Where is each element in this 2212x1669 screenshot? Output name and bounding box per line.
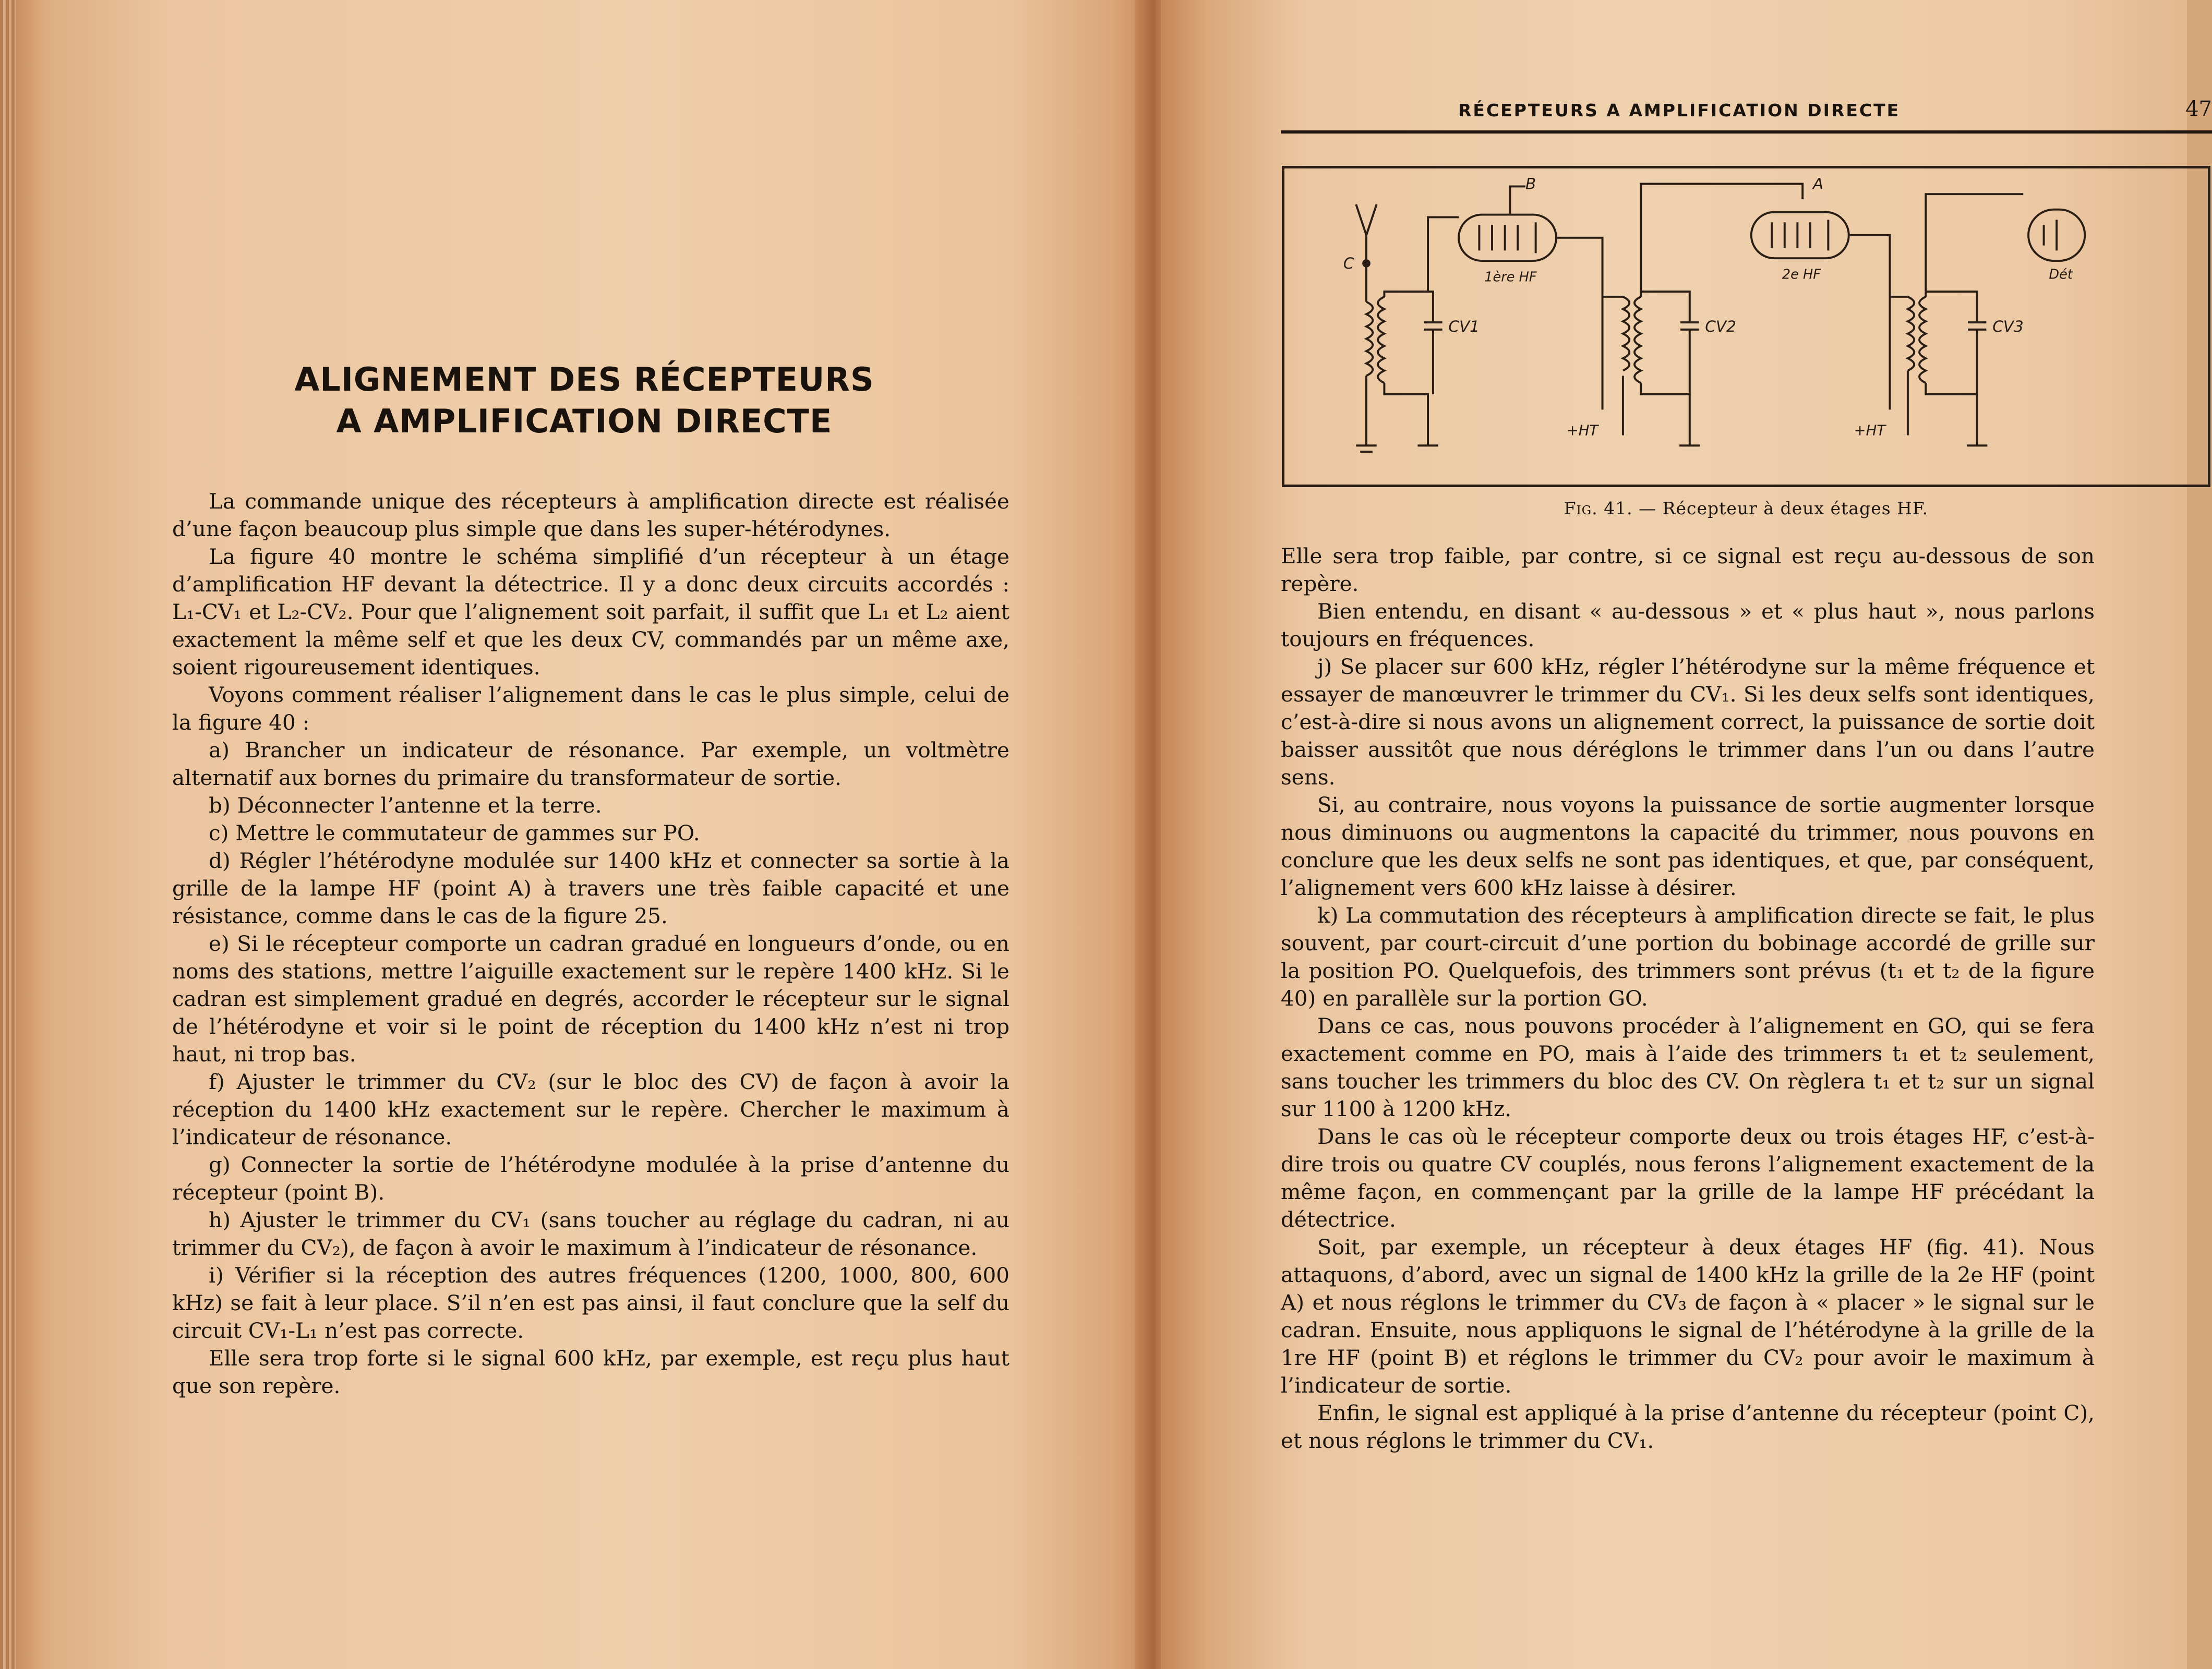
- label-tube-1: 1ère HF: [1484, 269, 1537, 285]
- paragraph-step-g: g) Connecter la sortie de l’hétérodyne modulée à la prise d’antenne du récepteur (point B).: [172, 1152, 1009, 1205]
- paragraph-step-e: e) Si le récepteur comporte un cadran gradué en longueurs d’onde, ou en noms des stations, mettre l’aiguille exactement sur le repère 1400 kHz. Si le cadran est simplement gradué en degrés, accorder le récepteur sur le signal de l’hétérodyne et voir si le point de réception du 1400 kHz n’est ni trop haut, ni trop bas.: [172, 931, 1009, 1067]
- antenna-symbol: [1356, 204, 1376, 261]
- paragraph: La commande unique des récepteurs à amplification directe est réalisée d’une façon beaucoup plus simple que dans les super-hétérodynes.: [172, 489, 1009, 541]
- chapter-title-line-1: ALIGNEMENT DES RÉCEPTEURS: [294, 360, 874, 398]
- coil-primary-1: [1366, 302, 1373, 376]
- circuit-diagram: [1284, 168, 2208, 485]
- circuit-figure: [1282, 166, 2210, 487]
- paragraph-step-c: c) Mettre le commutateur de gammes sur PO.: [209, 820, 700, 845]
- right-page: [1161, 0, 2212, 1669]
- chapter-title-line-2: A AMPLIFICATION DIRECTE: [336, 402, 833, 440]
- paragraph: Dans ce cas, nous pouvons procéder à l’alignement en GO, qui se fera exactement comme en PO, mais à l’aide des trimmers t₁ et t₂ seulement, sans toucher les trimmers du bloc des CV. On règlera t₁ et t₂ sur un signal sur 1100 à 1200 kHz.: [1281, 1013, 2095, 1121]
- capacitor-cv1: [1384, 292, 1442, 394]
- paragraph: La figure 40 montre le schéma simplifié d’un récepteur à un étage d’amplification HF devant la détectrice. Il y a donc deux circuits accordés : L₁-CV₁ et L₂-CV₂. Pour que l’alignement soit parfait, il suffit que L₁ et L₂ aient exactement la même self et que les deux CV, commandés par un même axe, soient rigoureusement identiques.: [172, 544, 1009, 680]
- coil-primary-2: [1623, 297, 1629, 371]
- label-point-c: C: [1343, 254, 1354, 272]
- coil-primary-3: [1890, 297, 1914, 436]
- label-ht-1: +HT: [1566, 422, 1598, 439]
- tube-1: [1459, 215, 1556, 261]
- tube-2: [1751, 212, 1849, 259]
- figure-caption: [1282, 498, 2210, 518]
- paragraph-step-a: a) Brancher un indicateur de résonance. Par exemple, un voltmètre alternatif aux bornes du primaire du transformateur de sortie.: [172, 737, 1009, 790]
- figure-caption-text: — Récepteur à deux étages HF.: [1639, 498, 1929, 518]
- right-body-text: [1281, 542, 2095, 1455]
- paragraph-step-d: d) Régler l’hétérodyne modulée sur 1400 kHz et connecter sa sortie à la grille de la lampe HF (point A) à travers une très faible capacité et une résistance, comme dans le cas de la figure 25.: [172, 848, 1009, 928]
- paragraph-step-j: j) Se placer sur 600 kHz, régler l’hétérodyne sur la même fréquence et essayer de manœuvrer le trimmer du CV₁. Si les deux selfs sont identiques, c’est-à-dire si nous avons un alignement correct, la puissance de sortie doit baisser aussitôt que nous déréglons le trimmer dans l’un ou dans l’autre sens.: [1281, 654, 2095, 790]
- paragraph: Soit, par exemple, un récepteur à deux étages HF (fig. 41). Nous attaquons, d’abord, avec un signal de 1400 kHz la grille de la 2e HF (point A) et nous réglons le trimmer du CV₃ de façon à « placer » le signal sur le cadran. Ensuite, nous appliquons le signal de l’hétérodyne à la grille de la 1re HF (point B) et réglons le trimmer du CV₂ pour avoir le maximum à l’indicateur de sortie.: [1281, 1235, 2095, 1398]
- figure-caption-label: Fig. 41.: [1564, 498, 1633, 518]
- left-page: [16, 0, 1153, 1669]
- paragraph-step-h: h) Ajuster le trimmer du CV₁ (sans toucher au réglage du cadran, ni au trimmer du CV₂), de façon à avoir le maximum à l’indicateur de résonance.: [172, 1207, 1009, 1260]
- label-tube-3: Dét: [2049, 267, 2073, 283]
- ground-symbol: [1356, 376, 1376, 452]
- page-number: 47: [2185, 97, 2212, 121]
- coil-secondary-1: [1378, 297, 1384, 383]
- capacitor-cv3: [1926, 292, 1986, 394]
- paragraph: Dans le cas où le récepteur comporte deux ou trois étages HF, c’est-à-dire trois ou quatre CV couplés, nous ferons l’alignement exactement de la même façon, en commençant par la grille de la lampe HF précédant la détectrice.: [1281, 1124, 2095, 1232]
- paragraph: Voyons comment réaliser l’alignement dans le cas le plus simple, celui de la figure 40 :: [172, 682, 1009, 735]
- label-point-b: B: [1525, 175, 1536, 193]
- paragraph: Elle sera trop forte si le signal 600 kHz, par exemple, est reçu plus haut que son repère.: [172, 1346, 1009, 1398]
- running-head-title: RÉCEPTEURS A AMPLIFICATION DIRECTE: [1458, 100, 1901, 120]
- capacitor-cv2: [1641, 292, 1699, 394]
- paragraph-step-b: b) Déconnecter l’antenne et la terre.: [209, 793, 602, 818]
- paragraph: Enfin, le signal est appliqué à la prise d’antenne du récepteur (point C), et nous réglons le trimmer du CV₁.: [1281, 1400, 2095, 1453]
- paragraph-step-k: k) La commutation des récepteurs à amplification directe se fait, le plus souvent, par court-circuit d’une portion du bobinage accordé de grille sur la position PO. Quelquefois, des trimmers sont prévus (t₁ et t₂ de la figure 40) en parallèle sur la portion GO.: [1281, 903, 2095, 1011]
- running-head: [1281, 94, 2212, 134]
- paragraph: Bien entendu, en disant « au-dessous » et « plus haut », nous parlons toujours en fréquences.: [1281, 599, 2095, 651]
- label-cv2: CV2: [1705, 317, 1736, 335]
- left-body-text: [172, 488, 1009, 1400]
- chapter-title: [16, 359, 1153, 442]
- label-tube-2: 2e HF: [1782, 267, 1821, 283]
- paragraph: Si, au contraire, nous voyons la puissance de sortie augmenter lorsque nous diminuons ou augmentons la capacité du trimmer, nous pouvons en conclure que les deux selfs ne sont pas identiques, et que, par conséquent, l’alignement vers 600 kHz laisse à désirer.: [1281, 792, 2095, 900]
- label-ht-2: +HT: [1854, 422, 1886, 439]
- paragraph-step-i: i) Vérifier si la réception des autres fréquences (1200, 1000, 800, 600 kHz) se fait à leur place. S’il n’en est pas ainsi, il faut conclure que la self du circuit CV₁-L₁ n’est pas correcte.: [172, 1263, 1009, 1343]
- paragraph-step-f: f) Ajuster le trimmer du CV₂ (sur le bloc des CV) de façon à avoir la réception du 1400 kHz exactement sur le repère. Chercher le maximum à l’indicateur de résonance.: [172, 1069, 1009, 1150]
- label-point-a: A: [1812, 175, 1824, 193]
- label-cv3: CV3: [1992, 317, 2024, 335]
- label-cv1: CV1: [1448, 317, 1480, 335]
- paragraph: Elle sera trop faible, par contre, si ce signal est reçu au-dessous de son repère.: [1281, 543, 2095, 596]
